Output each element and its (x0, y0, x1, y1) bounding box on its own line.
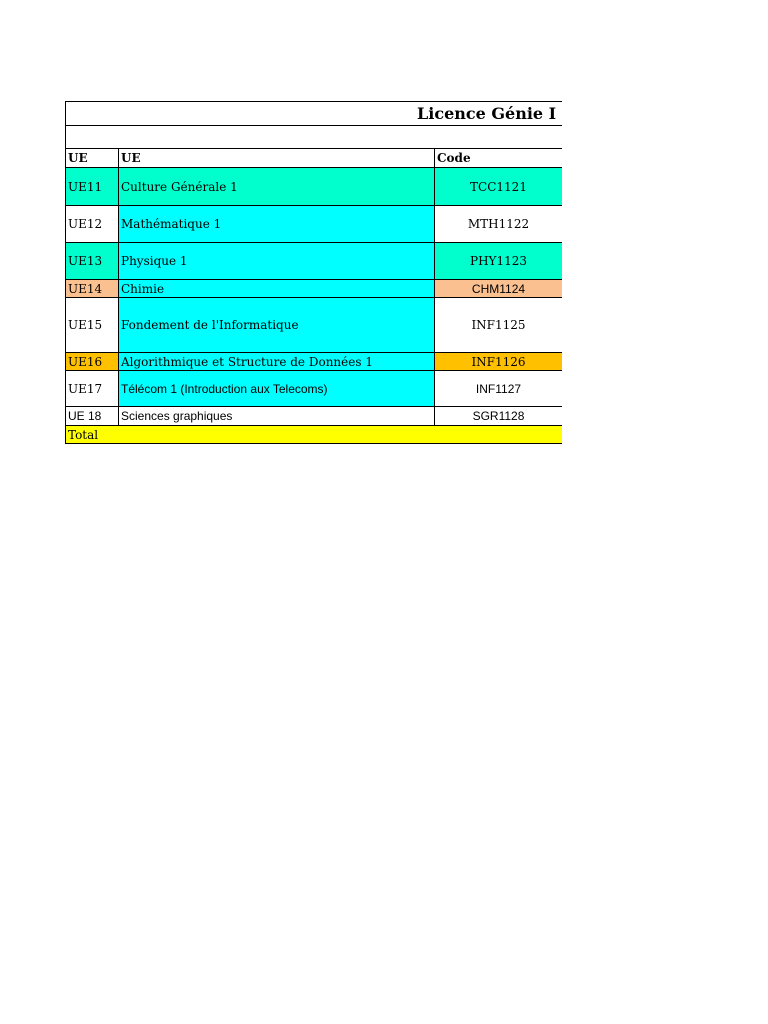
table-row (66, 298, 563, 353)
course-name-cell[interactable]: Fondement de l'Informatique (119, 298, 435, 353)
ue-cell[interactable]: UE14 (66, 280, 119, 298)
blank-row (65, 126, 562, 148)
table-row (66, 280, 563, 298)
course-code-cell[interactable]: CHM1124 (435, 280, 563, 298)
course-name-cell[interactable]: Sciences graphiques (119, 407, 435, 426)
course-code-cell[interactable]: SGR1128 (435, 407, 563, 426)
courses-table (65, 148, 562, 444)
spreadsheet (65, 101, 562, 444)
header-row (66, 149, 563, 168)
course-name-cell[interactable]: Chimie (119, 280, 435, 298)
table-row (66, 353, 563, 371)
ue-cell[interactable]: UE12 (66, 206, 119, 243)
ue-cell[interactable]: UE16 (66, 353, 119, 371)
course-name-cell[interactable]: Algorithmique et Structure de Données 1 (119, 353, 435, 371)
header-code-cell[interactable]: Code (435, 149, 563, 168)
header-ue-cell[interactable]: UE (66, 149, 119, 168)
course-code-cell[interactable]: MTH1122 (435, 206, 563, 243)
ue-cell[interactable]: UE17 (66, 371, 119, 407)
table-row (66, 206, 563, 243)
table-row (66, 407, 563, 426)
table-row (66, 243, 563, 280)
ue-cell[interactable]: UE 18 (66, 407, 119, 426)
course-code-cell[interactable]: INF1125 (435, 298, 563, 353)
course-code-cell[interactable]: TCC1121 (435, 168, 563, 206)
title-row (65, 101, 562, 126)
sheet-title: Licence Génie I (417, 104, 557, 123)
ue-cell[interactable]: UE11 (66, 168, 119, 206)
total-row (66, 426, 563, 444)
course-code-cell[interactable]: INF1126 (435, 353, 563, 371)
course-name-cell[interactable]: Physique 1 (119, 243, 435, 280)
course-name-cell[interactable]: Télécom 1 (Introduction aux Telecoms) (119, 371, 435, 407)
total-label-cell[interactable]: Total (66, 426, 563, 444)
course-name-cell[interactable]: Culture Générale 1 (119, 168, 435, 206)
course-code-cell[interactable]: INF1127 (435, 371, 563, 407)
ue-cell[interactable]: UE15 (66, 298, 119, 353)
header-ue-name-cell[interactable]: UE (119, 149, 435, 168)
table-row (66, 168, 563, 206)
course-name-cell[interactable]: Mathématique 1 (119, 206, 435, 243)
course-code-cell[interactable]: PHY1123 (435, 243, 563, 280)
ue-cell[interactable]: UE13 (66, 243, 119, 280)
table-row (66, 371, 563, 407)
